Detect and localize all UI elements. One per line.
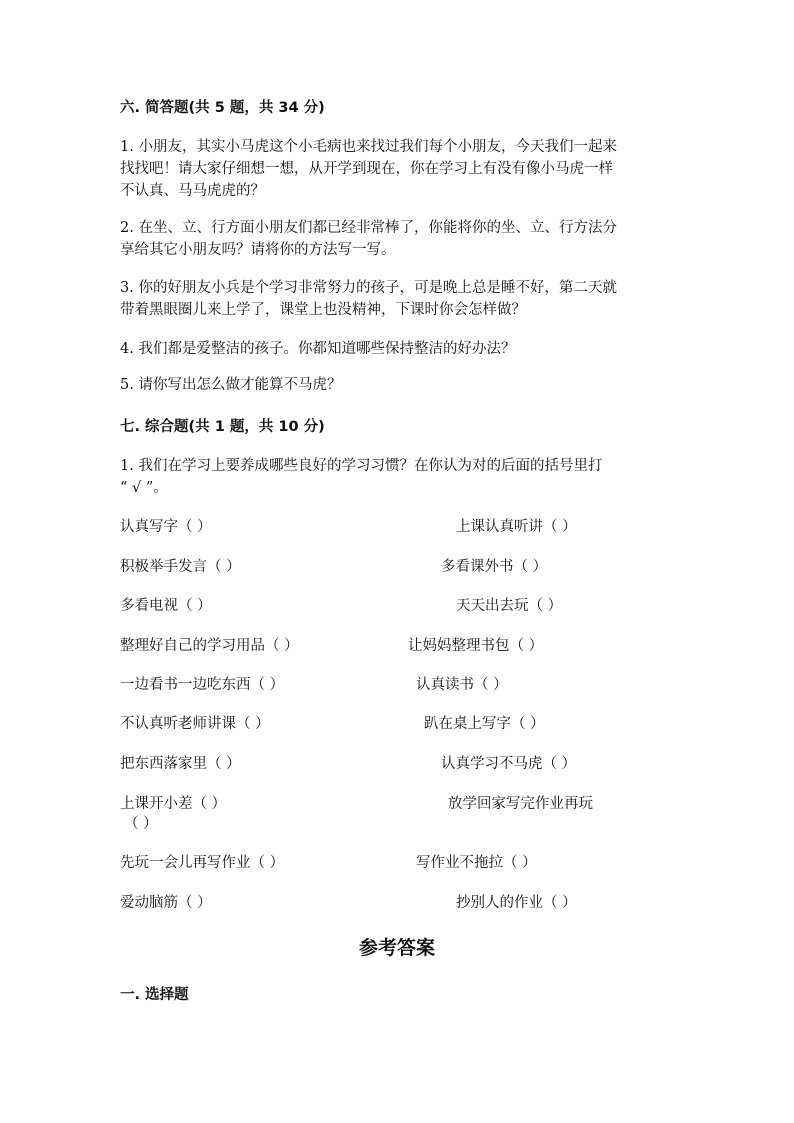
section6-heading: 六. 简答题(共 5 题，共 34 分) <box>120 100 325 116</box>
question-6-1 <box>120 136 617 202</box>
question-6-1-line2: 找找吧！请大家仔细想一想，从开学到现在，你在学习上有没有像小马虎一样 <box>120 161 613 177</box>
question-7-1 <box>120 455 602 499</box>
habit-item: 写作业不拖拉（ ） <box>416 855 537 871</box>
question-6-2-line1: 2. 在坐、立、行方面小朋友们都已经非常棒了，你能将你的坐、立、行方法分 <box>120 220 617 236</box>
habit-item: 整理好自己的学习用品（ ） <box>120 638 299 654</box>
answer-section1-heading: 一. 选择题 <box>120 987 189 1003</box>
question-6-2-line2: 享给其它小朋友吗？请将你的方法写一写。 <box>120 242 396 258</box>
habit-item: 不认真听老师讲课（ ） <box>120 716 270 732</box>
habit-item: 上课认真听讲（ ） <box>456 519 577 535</box>
habit-item: 积极举手发言（ ） <box>120 559 241 575</box>
habit-item: 先玩一会儿再写作业（ ） <box>120 855 285 871</box>
question-6-3-line2: 带着黑眼圈儿来上学了，课堂上也没精神，下课时你会怎样做？ <box>120 302 526 318</box>
habit-item: 天天出去玩（ ） <box>456 598 563 614</box>
question-6-2 <box>120 217 617 261</box>
habit-item: 把东西落家里（ ） <box>120 756 241 772</box>
habit-item: 爱动脑筋（ ） <box>120 895 212 911</box>
habit-item: 放学回家写完作业再玩 <box>448 796 593 812</box>
habit-item: 一边看书一边吃东西（ ） <box>120 677 285 693</box>
habit-item: 抄别人的作业（ ） <box>456 895 577 911</box>
habit-item: 多看电视（ ） <box>120 598 212 614</box>
habit-item: 认真学习不马虎（ ） <box>441 756 577 772</box>
section7-heading: 七. 综合题(共 1 题，共 10 分) <box>120 419 325 435</box>
habit-item: 认真读书（ ） <box>416 677 508 693</box>
question-7-1-line2: “ √ ”。 <box>120 480 168 496</box>
question-7-1-line1: 1. 我们在学习上要养成哪些良好的学习习惯？在你认为对的后面的括号里打 <box>120 458 603 474</box>
question-6-1-line1: 1. 小朋友，其实小马虎这个小毛病也来找过我们每个小朋友，今天我们一起来 <box>120 139 617 155</box>
question-6-4: 4. 我们都是爱整洁的孩子。你都知道哪些保持整洁的好办法？ <box>120 341 516 357</box>
question-6-3 <box>120 277 617 321</box>
habit-item: 认真写字（ ） <box>120 519 212 535</box>
habit-item: 让妈妈整理书包（ ） <box>408 638 544 654</box>
question-6-1-line3: 不认真、马马虎虎的？ <box>120 183 265 199</box>
question-6-3-line1: 3. 你的好朋友小兵是个学习非常努力的孩子，可是晚上总是睡不好，第二天就 <box>120 280 617 296</box>
habit-item: 趴在桌上写字（ ） <box>424 716 545 732</box>
habit-item: 多看课外书（ ） <box>441 559 548 575</box>
answer-key-title: 参考答案 <box>358 937 435 959</box>
question-6-5: 5. 请你写出怎么做才能算不马虎？ <box>120 377 342 393</box>
habit-item: 上课开小差（ ） <box>120 796 227 812</box>
habit-item-wrap: （ ） <box>124 816 158 832</box>
